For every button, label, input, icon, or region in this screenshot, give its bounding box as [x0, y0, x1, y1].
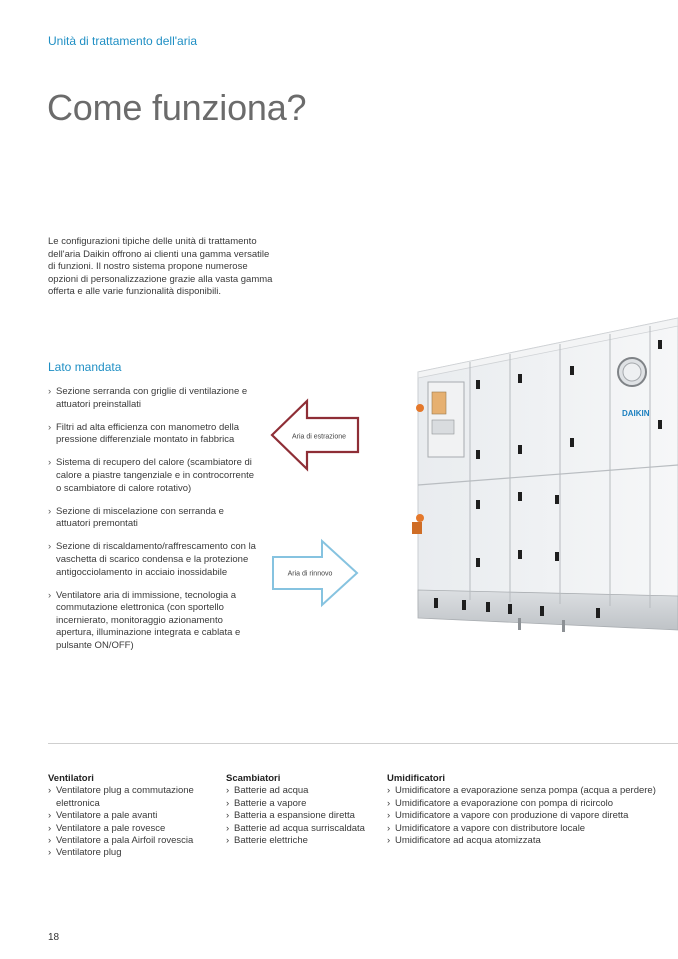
list-item: › Sezione di miscelazione con serranda e attuatori premontati	[48, 505, 224, 530]
list-item: › Umidificatore ad acqua atomizzata	[387, 835, 541, 847]
extraction-arrow-label: Aria di estrazione	[291, 433, 347, 441]
list-item: › Filtri ad alta efficienza con manometro della pressione differenziale montato in fabbrica	[48, 421, 240, 446]
renewal-arrow-label: Aria di rinnovo	[287, 570, 333, 578]
list-item: › Ventilatore aria di immissione, tecnologia a commutazione elettronica (con sportello incernierato, monitoraggio azionamento apertura, illuminazione integrata e cablata e pulsante ON/OFF)	[48, 589, 241, 651]
lato-mandata-list	[48, 386, 260, 663]
page-number: 18	[48, 932, 60, 943]
chevron-right-icon: ›	[48, 505, 52, 517]
chevron-right-icon: ›	[226, 822, 230, 834]
list-item: › Ventilatore a pala Airfoil rovescia	[48, 835, 194, 847]
list-item: › Sistema di recupero del calore (scambiatore di calore a piastre tangenziale e in controcorrente o scambiatore di calore rotativo)	[48, 457, 255, 494]
chevron-right-icon: ›	[226, 785, 230, 797]
list-item: › Umidificatore a evaporazione senza pompa (acqua a perdere)	[387, 785, 656, 797]
page-title: Come funziona?	[47, 87, 307, 128]
list-item: › Batterie elettriche	[226, 835, 308, 847]
air-handling-unit-image	[410, 300, 678, 680]
list-item: › Ventilatore a pale avanti	[48, 810, 158, 822]
chevron-right-icon: ›	[226, 810, 230, 822]
list-item: › Ventilatore a pale rovesce	[48, 822, 166, 834]
list-item: › Ventilatore plug a commutazione elettronica	[48, 785, 194, 809]
chevron-right-icon: ›	[387, 835, 391, 847]
list-item: › Sezione di riscaldamento/raffrescamento con la vaschetta di scarico condensa e la protezione antigocciolamento in acciaio inossidabile	[48, 541, 256, 578]
chevron-right-icon: ›	[48, 386, 52, 397]
chevron-right-icon: ›	[48, 835, 52, 847]
list-item: › Batterie ad acqua	[226, 785, 309, 797]
chevron-right-icon: ›	[387, 797, 391, 809]
column-ventilatori	[48, 773, 208, 860]
chevron-right-icon: ›	[226, 797, 230, 809]
column-title: Umidificatori	[387, 773, 446, 784]
column-title: Scambiatori	[226, 773, 281, 784]
list-item: › Batteria a espansione diretta	[226, 810, 355, 822]
chevron-right-icon: ›	[387, 810, 391, 822]
chevron-right-icon: ›	[48, 847, 52, 859]
daikin-logo: DAIKIN	[622, 409, 650, 418]
chevron-right-icon: ›	[48, 589, 52, 601]
column-title: Ventilatori	[48, 773, 94, 784]
chevron-right-icon: ›	[387, 785, 391, 797]
chevron-right-icon: ›	[48, 785, 52, 797]
section-label: Unità di trattamento dell'aria	[48, 34, 198, 48]
chevron-right-icon: ›	[387, 822, 391, 834]
column-scambiatori	[226, 773, 376, 847]
lato-mandata-title: Lato mandata	[48, 360, 122, 374]
list-item: › Batterie ad acqua surriscaldata	[226, 822, 365, 834]
list-item: › Ventilatore plug	[48, 847, 122, 859]
renewal-arrow-icon	[270, 538, 362, 608]
intro-paragraph: Le configurazioni tipiche delle unità di trattamento dell'aria Daikin offrono ai clienti una gamma versatile di funzioni. Il nostro sistema propone numerose opzioni di personalizzazione grazie alla vasta gamma offerta e alle varie funzionalità disponibili.	[48, 236, 273, 298]
list-item: › Umidificatore a vapore con produzione di vapore diretta	[387, 810, 629, 822]
chevron-right-icon: ›	[48, 421, 52, 433]
chevron-right-icon: ›	[48, 810, 52, 822]
list-item: › Umidificatore a evaporazione con pompa di ricircolo	[387, 797, 614, 809]
chevron-right-icon: ›	[226, 835, 230, 847]
chevron-right-icon: ›	[48, 457, 52, 469]
extraction-arrow-icon	[270, 398, 362, 472]
column-umidificatori	[387, 773, 667, 847]
divider	[48, 743, 678, 744]
list-item: › Sezione serranda con griglie di ventilazione e attuatori preinstallati	[48, 386, 248, 410]
list-item: › Umidificatore a vapore con distributore locale	[387, 822, 586, 834]
chevron-right-icon: ›	[48, 822, 52, 834]
chevron-right-icon: ›	[48, 541, 52, 553]
list-item: › Batterie a vapore	[226, 797, 307, 809]
